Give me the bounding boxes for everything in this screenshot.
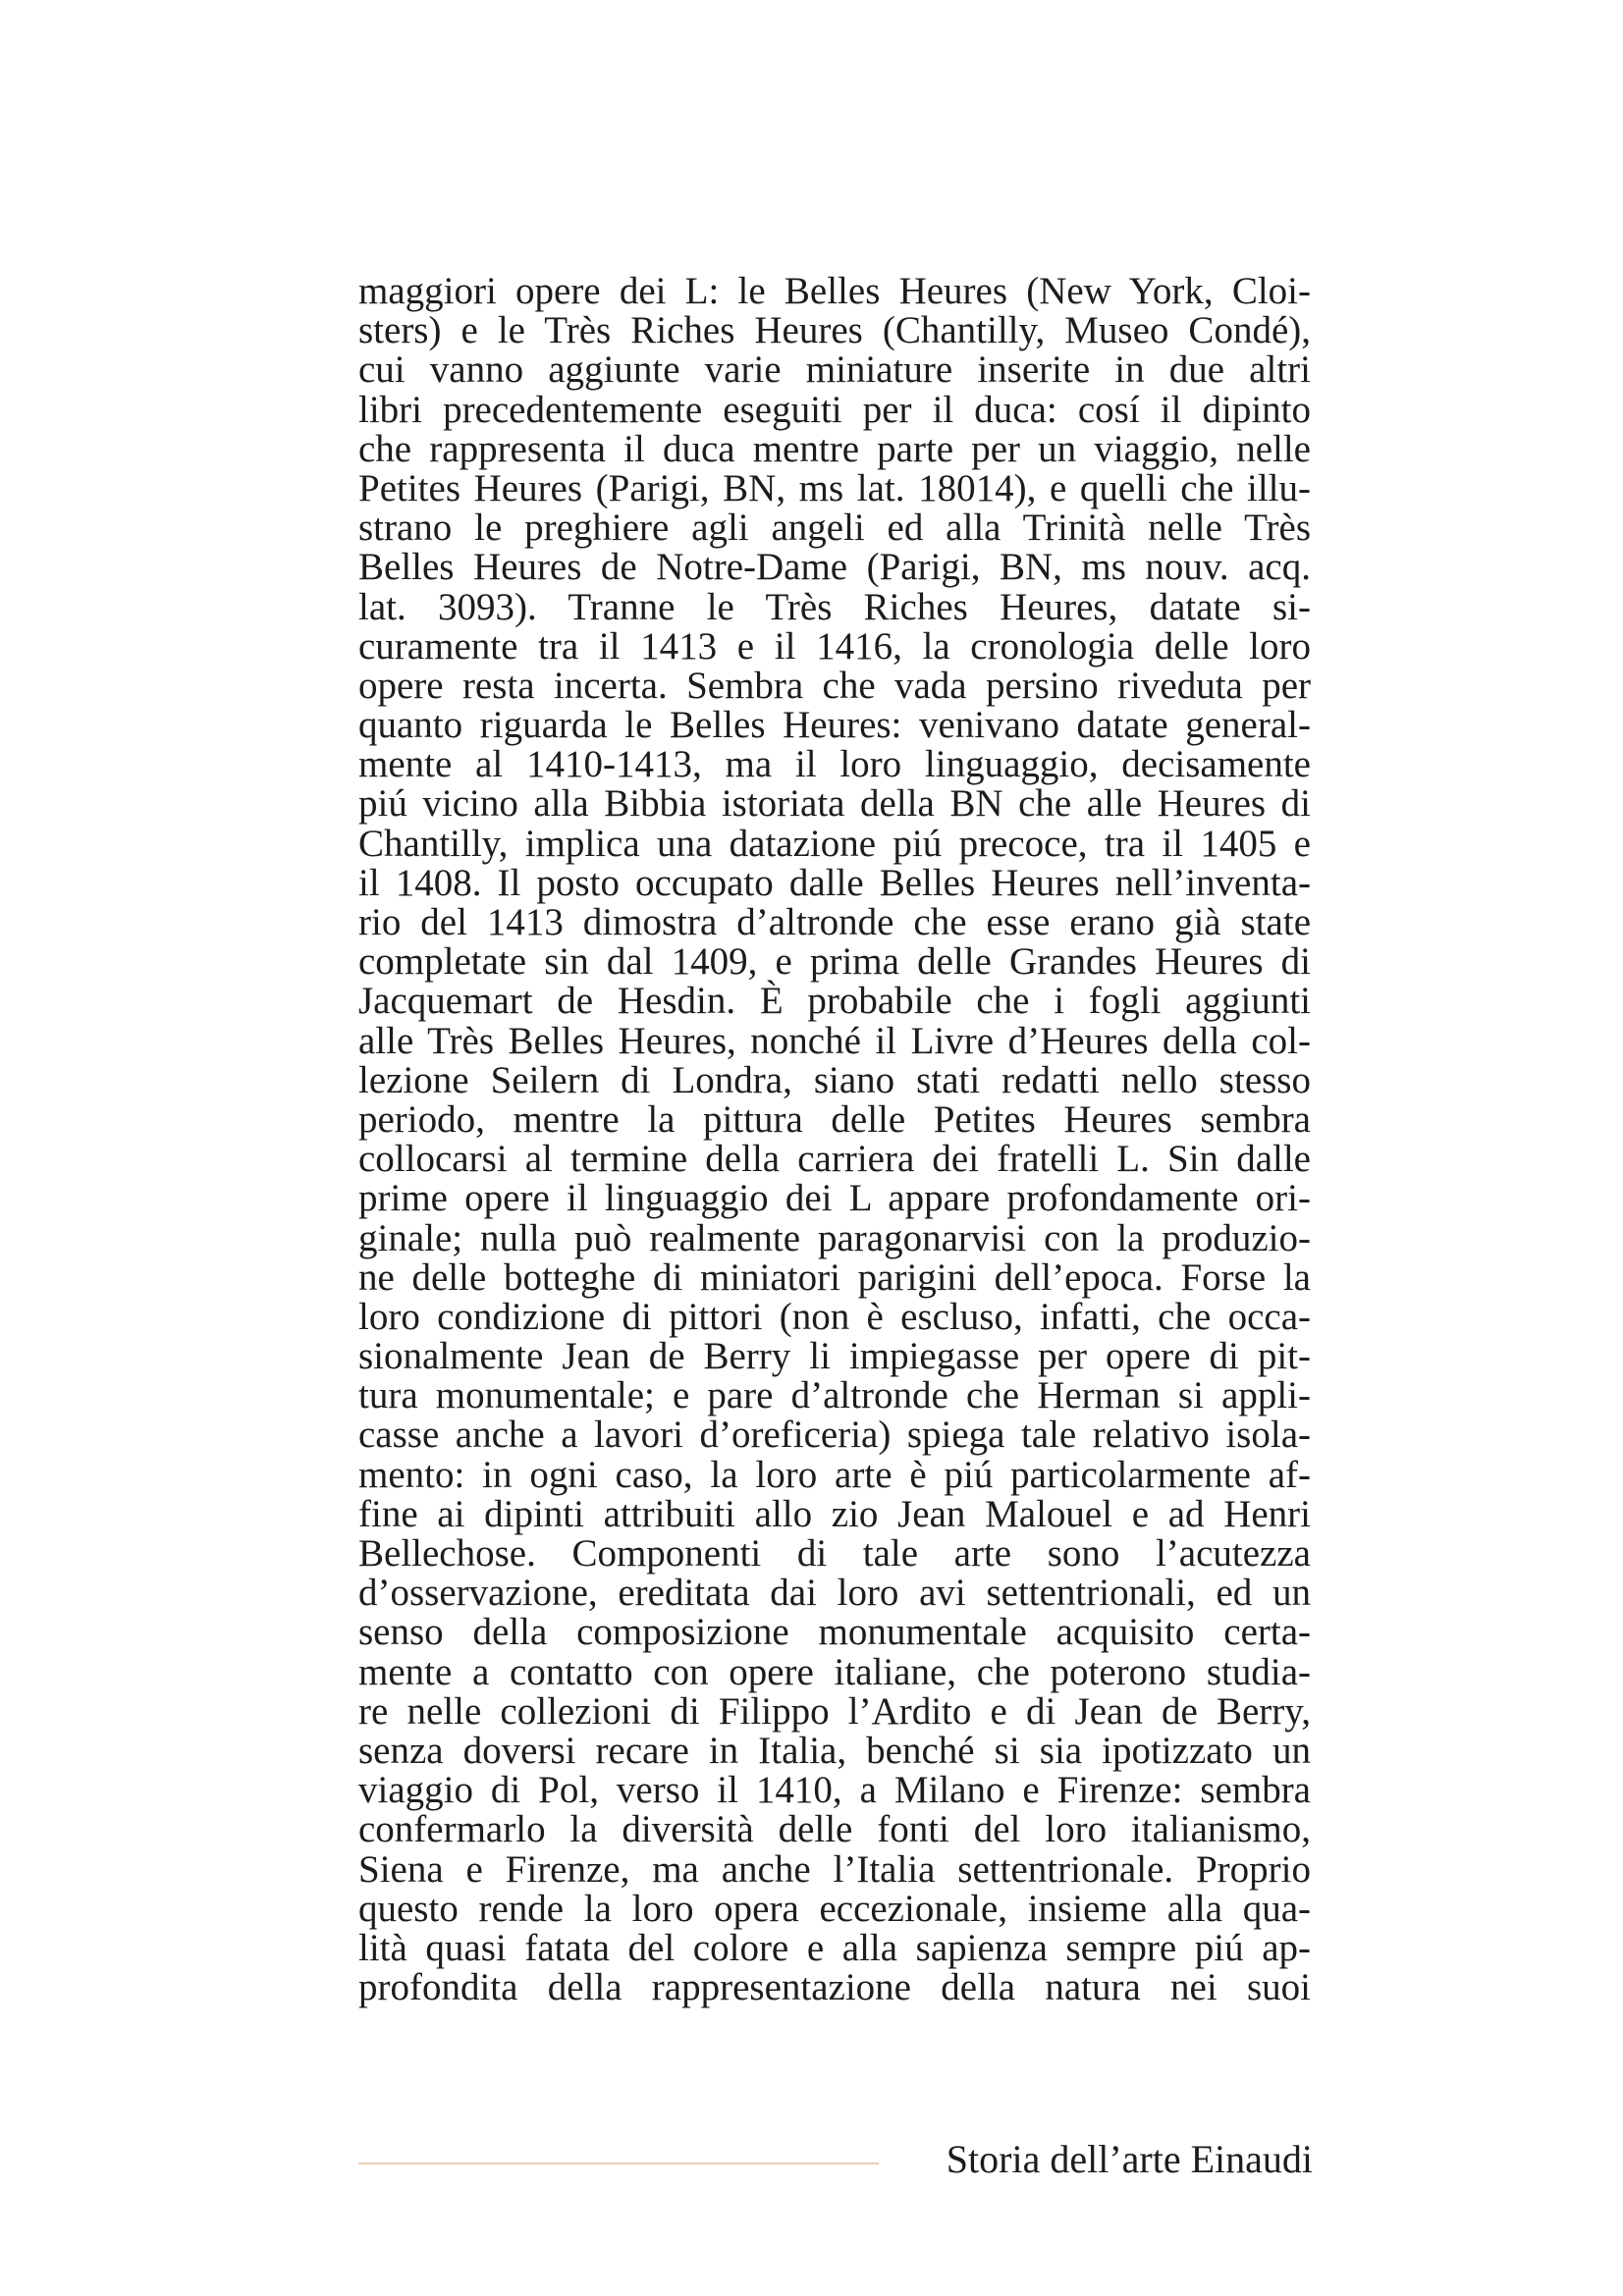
text-line: sionalmente Jean de Berry li impiegasse per opere di pit- [358, 1335, 1311, 1378]
text-line: sters) e le Très Riches Heures (Chantilly, Museo Condé), [358, 309, 1311, 352]
text-line: tura monumentale; e pare d’altronde che Herman si appli- [358, 1374, 1311, 1417]
text-line: Siena e Firenze, ma anche l’Italia settentrionale. Proprio [358, 1847, 1311, 1891]
text-line: viaggio di Pol, verso il 1410, a Milano e Firenze: sembra [358, 1769, 1311, 1812]
text-line: quanto riguarda le Belles Heures: venivano datate general- [358, 704, 1311, 747]
text-line: lità quasi fatata del colore e alla sapienza sempre piú ap- [358, 1926, 1311, 1969]
text-line: periodo, mentre la pittura delle Petites Heures sembra [358, 1097, 1311, 1141]
text-line: Jacquemart de Hesdin. È probabile che i fogli aggiunti [358, 980, 1311, 1023]
text-line: lat. 3093). Tranne le Très Riches Heures, datate si- [358, 585, 1311, 628]
text-line: completate sin dal 1409, e prima delle Grandes Heures di [358, 940, 1311, 984]
text-line: Bellechose. Componenti di tale arte sono l’acutezza [358, 1532, 1311, 1575]
text-line: rio del 1413 dimostra d’altronde che esse erano già state [358, 901, 1311, 943]
text-line: senza doversi recare in Italia, benché si sia ipotizzato un [358, 1729, 1311, 1772]
footer-publication-title: Storia dell’arte Einaudi [946, 2137, 1313, 2181]
text-line: re nelle collezioni di Filippo l’Ardito e di Jean de Berry, [358, 1689, 1311, 1733]
text-line: loro condizione di pittori (non è escluso, infatti, che occa- [358, 1295, 1311, 1338]
text-line: Chantilly, implica una datazione piú precoce, tra il 1405 e [358, 822, 1311, 865]
text-line: collocarsi al termine della carriera dei fratelli L. Sin dalle [358, 1138, 1311, 1181]
text-line: mente al 1410-1413, ma il loro linguaggio, decisamente [358, 743, 1311, 786]
text-line: confermarlo la diversità delle fonti del loro italianismo, [358, 1808, 1311, 1851]
text-line: mento: in ogni caso, la loro arte è piú particolarmente af- [358, 1453, 1311, 1496]
text-line: questo rende la loro opera eccezionale, insieme alla qua- [358, 1887, 1311, 1930]
text-line: prime opere il linguaggio dei L appare profondamente ori- [358, 1177, 1311, 1220]
text-line: d’osservazione, ereditata dai loro avi settentrionali, ed un [358, 1572, 1311, 1615]
text-line: fine ai dipinti attribuiti allo zio Jean Malouel e ad Henri [358, 1492, 1311, 1535]
text-line: libri precedentemente eseguiti per il duca: cosí il dipinto [358, 388, 1311, 431]
text-line: profondita della rappresentazione della natura nei suoi [358, 1966, 1311, 2009]
text-line: Belles Heures de Notre-Dame (Parigi, BN, ms nouv. acq. [358, 546, 1311, 589]
text-line: strano le preghiere agli angeli ed alla Trinità nelle Très [358, 507, 1311, 550]
text-line: lezione Seilern di Londra, siano stati redatti nello stesso [358, 1058, 1311, 1101]
text-line: mente a contatto con opere italiane, che poterono studia- [358, 1650, 1311, 1693]
body-text [358, 272, 1311, 2007]
footer-divider [358, 2163, 879, 2164]
text-line: cui vanno aggiunte varie miniature inserite in due altri [358, 348, 1311, 392]
text-line: alle Très Belles Heures, nonché il Livre d’Heures della col- [358, 1019, 1311, 1062]
text-line: il 1408. Il posto occupato dalle Belles Heures nell’inventa- [358, 861, 1311, 904]
text-line: Petites Heures (Parigi, BN, ms lat. 18014), e quelli che illu- [358, 466, 1311, 509]
text-line: che rappresenta il duca mentre parte per un viaggio, nelle [358, 427, 1311, 470]
text-line: opere resta incerta. Sembra che vada persino riveduta per [358, 664, 1311, 707]
text-line: maggiori opere dei L: le Belles Heures (New York, Cloi- [358, 270, 1311, 312]
text-line: casse anche a lavori d’oreficeria) spiega tale relativo isola- [358, 1414, 1311, 1457]
text-line: ginale; nulla può realmente paragonarvisi con la produzio- [358, 1216, 1311, 1259]
text-line: ne delle botteghe di miniatori parigini dell’epoca. Forse la [358, 1255, 1311, 1299]
text-line: senso della composizione monumentale acquisito certa- [358, 1611, 1311, 1654]
text-line: curamente tra il 1413 e il 1416, la cronologia delle loro [358, 624, 1311, 667]
text-line: piú vicino alla Bibbia istoriata della BN che alle Heures di [358, 782, 1311, 826]
